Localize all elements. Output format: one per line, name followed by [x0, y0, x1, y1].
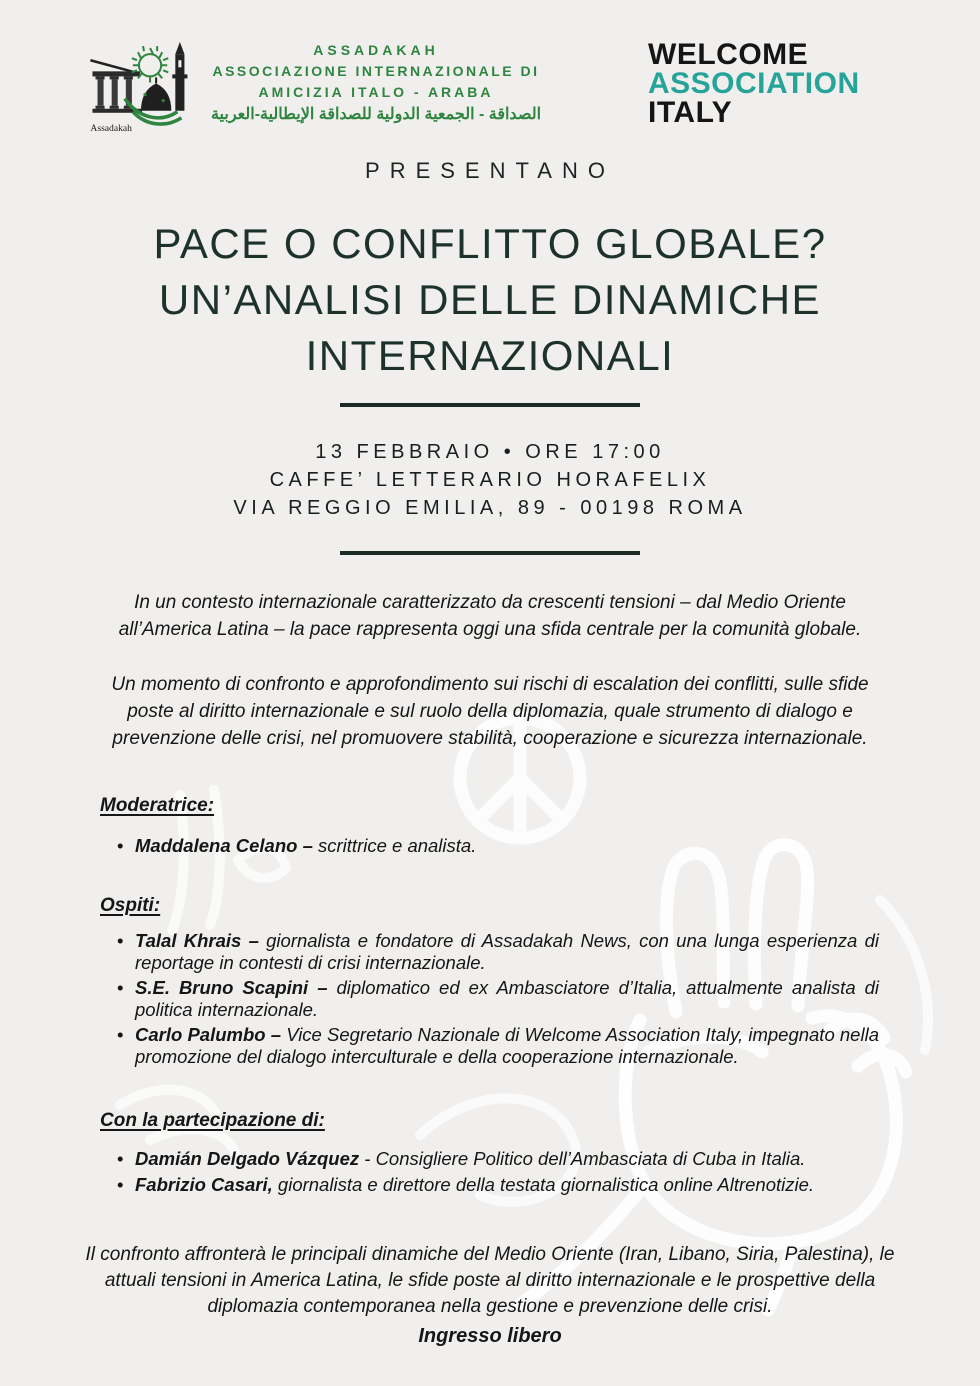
event-date-time: 13 FEBBRAIO • ORE 17:00 [315, 441, 665, 463]
presents-label: PRESENTANO [365, 158, 615, 183]
person-name: Maddalena Celano [135, 835, 298, 856]
temple-icon [92, 71, 142, 112]
list-item [117, 930, 879, 973]
title-line3: INTERNAZIONALI [305, 332, 675, 379]
person-name: Carlo Palumbo [135, 1024, 266, 1045]
title-line1: PACE O CONFLITTO GLOBALE? [153, 220, 827, 267]
participation-heading: Con la partecipazione di: [100, 1110, 325, 1131]
list-item [117, 1148, 879, 1170]
person-name: S.E. Bruno Scapini [135, 977, 309, 998]
page-title [0, 216, 980, 384]
person-separator: – [265, 1024, 287, 1045]
assadakah-line1: ASSOCIAZIONE INTERNAZIONALE DI [212, 63, 540, 79]
person-description: Vice Segretario Nazionale di Welcome Association Italy, impegnato nella promozione del dialogo interculturale e della cooperazione internazionale. [135, 1024, 879, 1067]
divider-top [340, 403, 640, 407]
participation-list [117, 1148, 879, 1199]
event-address: VIA REGGIO EMILIA, 89 - 00198 ROMA [233, 497, 747, 519]
guests-list [117, 930, 879, 1071]
title-line2: UN’ANALISI DELLE DINAMICHE [158, 276, 822, 323]
welcome-line2: ASSOCIATION [648, 67, 860, 100]
welcome-association-italy-logo [648, 40, 908, 127]
person-separator: – [308, 977, 337, 998]
person-description: giornalista e fondatore di Assadakah News, con una lunga esperienza di reportage in contesti di crisi internazionale. [135, 930, 879, 973]
assadakah-name: ASSADAKAH [313, 42, 439, 58]
closing-paragraph: Il confronto affronterà le principali dinamiche del Medio Oriente (Iran, Libano, Siria, Palestina), le attuali tensioni in America Latina, le sfide poste al diritto internazionale e le prospettive della diplomazia contemporanea nella gestione e prevenzione delle crisi. [85, 1244, 895, 1317]
person-name: Fabrizio Casari [135, 1173, 268, 1195]
list-item [117, 1024, 879, 1067]
person-description: giornalista e direttore della testata giornalistica online Altrenotizie. [277, 1173, 815, 1195]
assadakah-logo-caption: Assadakah [90, 122, 132, 134]
intro-paragraph-1: In un contesto internazionale caratterizzato da crescenti tensioni – dal Medio Oriente all’America Latina – la pace rappresenta oggi una sfida centrale per la comunità globale. [118, 592, 862, 640]
assadakah-line2: AMICIZIA ITALO - ARABA [258, 84, 494, 100]
free-entry-note: Ingresso libero [418, 1325, 562, 1347]
assadakah-logo [88, 38, 200, 134]
event-details [0, 438, 980, 522]
assadakah-wordmark [200, 42, 552, 124]
assadakah-arabic-line: الصداقة - الجمعية الدولية للصداقة الإيطالية-العربية [210, 106, 542, 123]
person-separator: – [241, 930, 267, 951]
list-item [117, 1174, 879, 1196]
moderator-list [117, 835, 677, 861]
person-description: scrittrice e analista. [318, 835, 477, 856]
divider-bottom [340, 551, 640, 555]
welcome-line3: ITALY [648, 96, 733, 129]
minaret-icon [172, 42, 187, 111]
person-description: Consigliere Politico dell’Ambasciata di Cuba in Italia. [375, 1148, 806, 1169]
guests-heading: Ospiti: [100, 895, 161, 916]
list-item [117, 835, 677, 857]
welcome-line1: WELCOME [648, 38, 809, 71]
intro-paragraph-2: Un momento di confronto e approfondimento sui rischi di escalation dei conflitti, sulle sfide poste al diritto internazionale e sul ruolo della diplomazia, quale strumento di dialogo e prevenzione delle crisi, nel promuovere stabilità, cooperazione e sicurezza internazionale. [111, 674, 869, 749]
sun-icon [132, 46, 168, 82]
list-item [117, 977, 879, 1020]
person-separator: - [359, 1148, 376, 1169]
person-description: diplomatico ed ex Ambasciatore d’Italia, attualmente analista di politica internazionale. [135, 977, 879, 1020]
person-separator: , [267, 1173, 278, 1195]
person-separator: – [297, 835, 319, 856]
person-name: Talal Khrais [135, 930, 242, 951]
event-venue: CAFFE’ LETTERARIO HORAFELIX [269, 469, 711, 491]
person-name: Damián Delgado Vázquez [135, 1148, 360, 1169]
moderator-heading: Moderatrice: [100, 795, 215, 816]
